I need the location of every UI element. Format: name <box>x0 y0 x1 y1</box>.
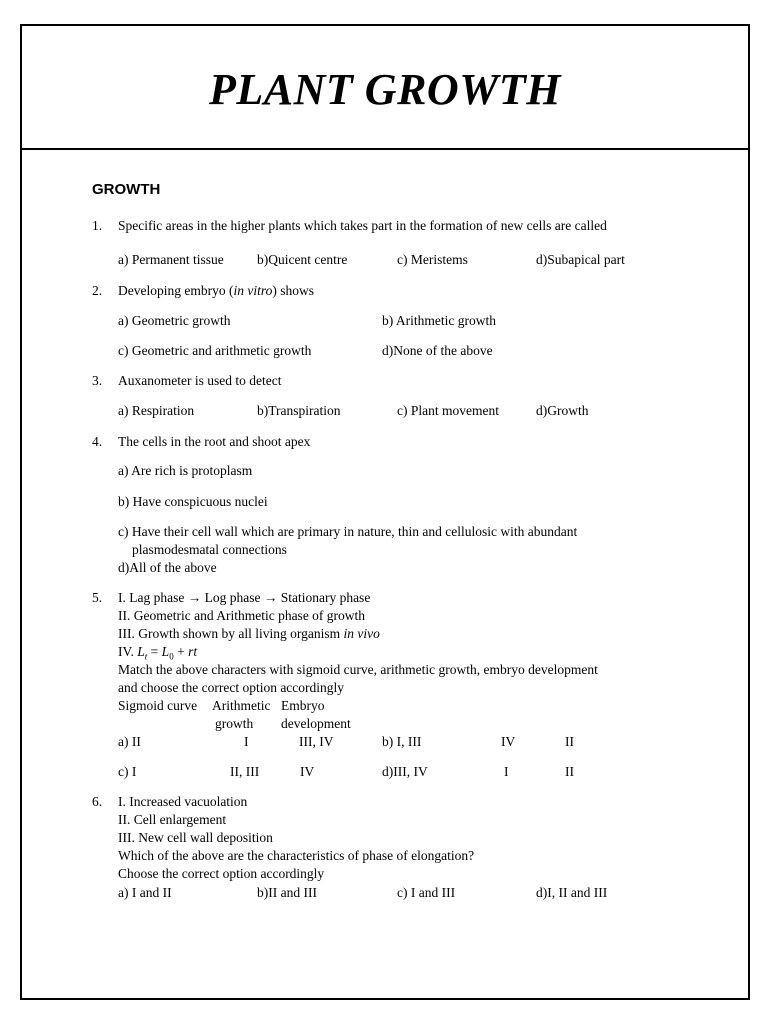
statement-1: I. Increased vacuolation <box>118 794 248 809</box>
question-number: 3. <box>92 373 103 388</box>
option-b: b) I, III <box>382 734 422 749</box>
option-c: c) I <box>118 764 137 779</box>
option-a-cell: III, IV <box>299 734 334 749</box>
statement-3: III. New cell wall deposition <box>118 830 273 845</box>
statement-2: II. Geometric and Arithmetic phase of growth <box>118 608 366 623</box>
question-number: 6. <box>92 794 103 809</box>
option-b: b)Transpiration <box>257 403 341 418</box>
option-d: d)III, IV <box>382 764 428 779</box>
question-text: Auxanometer is used to detect <box>118 373 282 388</box>
option-a: a) II <box>118 734 141 749</box>
column-header: growth <box>215 716 254 731</box>
option-c: c) I and III <box>397 885 456 900</box>
match-instruction: Match the above characters with sigmoid curve, arithmetic growth, embryo development <box>118 662 598 677</box>
question-text: Developing embryo (in vitro) shows <box>118 283 314 298</box>
option-d: d)None of the above <box>382 343 493 358</box>
question-text: Which of the above are the characteristics of phase of elongation? <box>118 848 475 863</box>
title-box <box>22 26 748 150</box>
statement-1: I. Lag phase → Log phase → Stationary phase <box>118 590 371 605</box>
statement-4: IV. $L_t = L_0$ + rt <box>118 644 198 662</box>
option-b-cell: IV <box>501 734 516 749</box>
column-header: Embryo <box>281 698 325 713</box>
option-c: c) Have their cell wall which are primary in nature, thin and cellulosic with abundant <box>118 524 578 539</box>
question-number: 2. <box>92 283 103 298</box>
option-c-cell: II, III <box>230 764 260 779</box>
option-d-cell: II <box>565 764 574 779</box>
option-d: d)All of the above <box>118 560 217 575</box>
option-d: d)Subapical part <box>536 252 625 267</box>
question-number: 4. <box>92 434 103 449</box>
option-c: c) Plant movement <box>397 403 499 418</box>
option-b: b) Arithmetic growth <box>382 313 496 328</box>
option-d: d)Growth <box>536 403 589 418</box>
option-a: a) Permanent tissue <box>118 252 224 267</box>
column-header: Sigmoid curve <box>118 698 198 713</box>
option-b: b) Have conspicuous nuclei <box>118 494 268 509</box>
section-heading: GROWTH <box>92 181 161 198</box>
question-text: Specific areas in the higher plants which takes part in the formation of new cells are called <box>118 218 607 233</box>
column-header: Arithmetic <box>212 698 271 713</box>
choose-instruction: Choose the correct option accordingly <box>118 866 325 881</box>
option-c: c) Geometric and arithmetic growth <box>118 343 312 358</box>
option-c: c) Meristems <box>397 252 468 267</box>
option-c-cell: IV <box>300 764 315 779</box>
choose-instruction: and choose the correct option accordingly <box>118 680 345 695</box>
page-title: PLANT GROWTH <box>209 65 561 114</box>
question-number: 1. <box>92 218 103 233</box>
option-d: d)I, II and III <box>536 885 608 900</box>
option-d-cell: I <box>504 764 509 779</box>
option-a: a) I and II <box>118 885 172 900</box>
option-b-cell: II <box>565 734 574 749</box>
option-b: b)Quicent centre <box>257 252 348 267</box>
option-a-cell: I <box>244 734 249 749</box>
option-b: b)II and III <box>257 885 317 900</box>
option-a: a) Geometric growth <box>118 313 231 328</box>
question-text: The cells in the root and shoot apex <box>118 434 311 449</box>
question-number: 5. <box>92 590 103 605</box>
statement-2: II. Cell enlargement <box>118 812 227 827</box>
statement-3: III. Growth shown by all living organism in vivo <box>118 626 380 641</box>
option-a: a) Are rich is protoplasm <box>118 463 253 478</box>
option-a: a) Respiration <box>118 403 195 418</box>
option-c-continued: plasmodesmatal connections <box>132 542 287 557</box>
column-header: development <box>281 716 351 731</box>
